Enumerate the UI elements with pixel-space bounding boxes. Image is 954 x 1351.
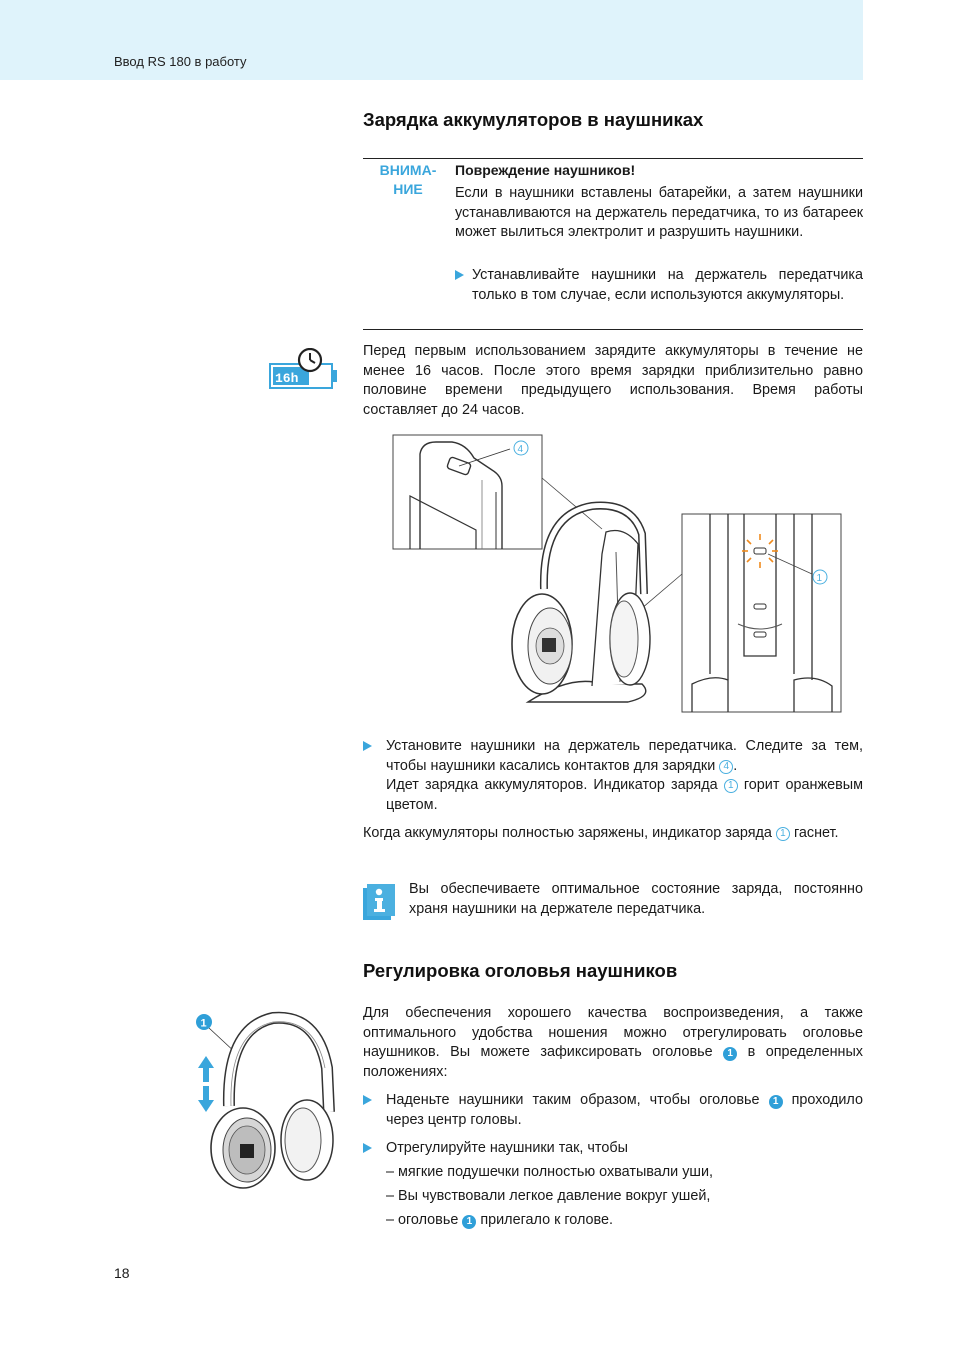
warning-bullet: Устанавливайте наушники на держатель передатчика только в том случае, если используются аккумуляторы. xyxy=(455,266,863,305)
charging-figure xyxy=(392,434,844,721)
dash-item-2: – Вы чувствовали легкое давление вокруг ушей, xyxy=(386,1188,711,1204)
bullet-arrow-icon xyxy=(455,270,464,280)
info-text: Вы обеспечиваете оптимальное состояние заряда, постоянно храня наушники на держателе передатчика. xyxy=(409,881,863,917)
dash-item-3: – оголовье 1 прилегало к голове. xyxy=(386,1212,614,1228)
headband-figure xyxy=(195,1008,345,1198)
headband-callout-inline: 1 xyxy=(769,1095,783,1109)
callout-1: 1 xyxy=(816,573,823,584)
info-icon xyxy=(363,882,395,927)
callout-1-inline: 1 xyxy=(724,779,738,793)
headband-callout-inline: 1 xyxy=(462,1215,476,1229)
section-title-headband: Регулировка оголовья наушников xyxy=(363,960,678,981)
headband-callout-inline: 1 xyxy=(723,1047,737,1061)
bullet-arrow-icon xyxy=(363,1143,372,1153)
warning-bottom-rule xyxy=(363,329,863,330)
dash-item-1: – мягкие подушечки полностью охватывали уши, xyxy=(386,1164,713,1180)
bullet-arrow-icon xyxy=(363,1095,372,1105)
battery-label: 16h xyxy=(275,371,299,386)
headband-callout: 1 xyxy=(200,1017,207,1030)
charging-step: Установите наушники на держатель передатчика. Следите за тем, чтобы наушники касались контактов для зарядки 4 . Идет зарядка аккумуляторов. Индикатор заряда 1 горит оранжевым цветом. xyxy=(363,737,863,815)
warning-top-rule xyxy=(363,158,863,159)
warning-text: Если в наушники вставлены батарейки, а затем наушники устанавливаются на держатель передатчика, то из батареек может вылиться электролит и разрушить наушники. xyxy=(455,185,863,240)
headband-intro: Для обеспечения хорошего качества воспроизведения, а также оптимального удобства ношения можно отрегулировать оголовье наушников. Вы можете зафиксировать оголовье 1 в определенных положениях: xyxy=(363,1005,864,1080)
charged-paragraph: Когда аккумуляторы полностью заряжены, индикатор заряда 1 гаснет. xyxy=(363,825,839,841)
charging-intro: Перед первым использованием зарядите аккумуляторы в течение не менее 16 часов. После этого время зарядки приблизительно равно половине времени предыдущего использования. Время работы составляет до 24 часов. xyxy=(363,343,863,418)
headband-step-1: Наденьте наушники таким образом, чтобы оголовье 1 проходило через центр головы. xyxy=(363,1091,863,1130)
callout-1-inline: 1 xyxy=(776,827,790,841)
warning-label: ВНИМА- НИЕ xyxy=(379,162,437,197)
headband-step-2: Отрегулируйте наушники так, чтобы xyxy=(363,1139,863,1159)
page-number: 18 xyxy=(114,1265,130,1281)
bullet-arrow-icon xyxy=(363,741,372,751)
callout-4: 4 xyxy=(517,444,524,455)
battery-16h-icon xyxy=(268,348,340,397)
warning-title: Повреждение наушников! xyxy=(455,162,636,178)
running-header: Ввод RS 180 в работу xyxy=(114,54,247,69)
callout-4-inline: 4 xyxy=(719,760,733,774)
section-title-charging: Зарядка аккумуляторов в наушниках xyxy=(363,109,704,130)
